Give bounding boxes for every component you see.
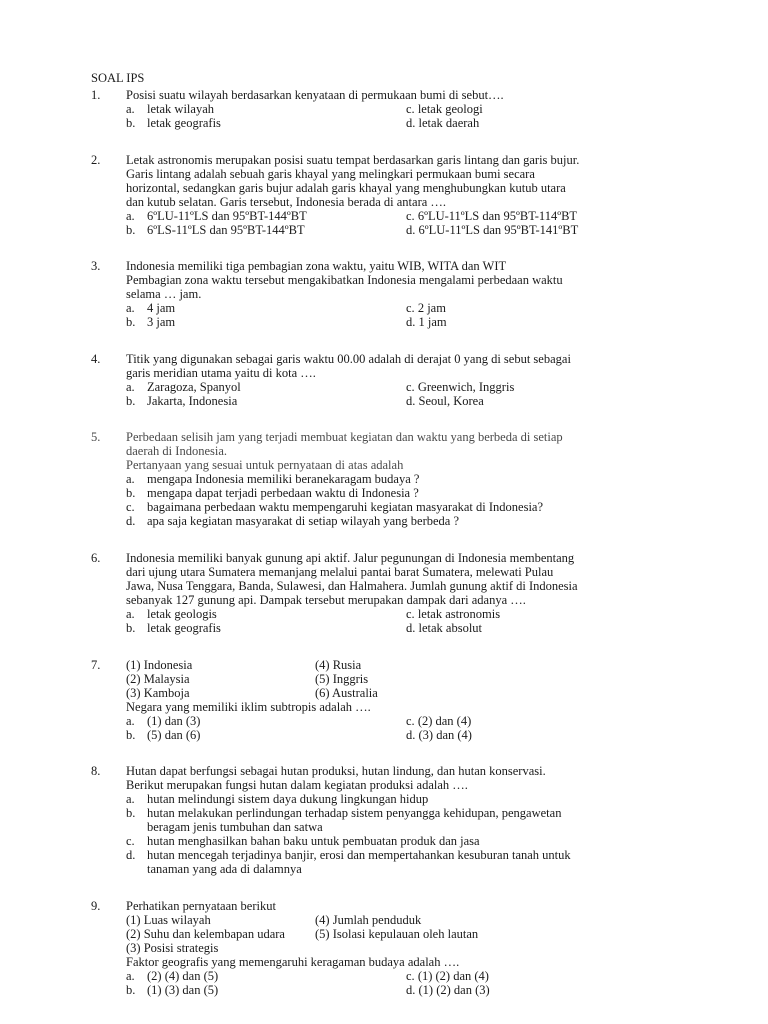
option-text: mengapa Indonesia memiliki beranekaragam budaya ? [147, 472, 420, 486]
option-letter: c. [406, 969, 415, 983]
exam-document [91, 71, 691, 997]
answer-option-b [126, 116, 221, 130]
answer-option [126, 792, 691, 806]
question-stem-line: Hutan dapat berfungsi sebagai hutan produksi, hutan lindung, dan hutan konservasi. [126, 764, 546, 778]
option-letter: d. [406, 116, 416, 130]
question-7 [91, 658, 691, 742]
answer-option-c [406, 102, 483, 116]
option-text: (1) dan (3) [147, 714, 201, 728]
answer-row [126, 315, 691, 329]
option-letter: d. [406, 621, 416, 635]
answer-option-a [126, 380, 241, 394]
answer-option-c [406, 607, 500, 621]
option-text: (1) (2) dan (3) [418, 983, 490, 997]
option-text: letak geografis [147, 621, 221, 635]
option-letter: a. [126, 209, 135, 223]
question-list [91, 88, 691, 997]
question-number: 3. [91, 259, 101, 273]
option-letter: a. [126, 792, 135, 806]
statement-row [126, 686, 691, 700]
option-letter: d. [406, 394, 416, 408]
option-text: apa saja kegiatan masyarakat di setiap wilayah yang berbeda ? [147, 514, 460, 528]
option-letter: b. [126, 394, 136, 408]
option-letter: b. [126, 223, 136, 237]
question-stem-line: Indonesia memiliki banyak gunung api aktif. Jalur pegunungan di Indonesia membentang [126, 551, 575, 565]
answer-option-a [126, 714, 200, 728]
statement-item: (3) Posisi strategis [126, 941, 219, 955]
question-body [126, 658, 691, 742]
statement-row [126, 927, 691, 941]
answer-option-c [406, 969, 489, 983]
option-letter: b. [126, 315, 136, 329]
option-text: 3 jam [147, 315, 176, 329]
option-letter: a. [126, 380, 135, 394]
option-letter: c. [406, 607, 415, 621]
question-number: 5. [91, 430, 101, 444]
option-letter: a. [126, 969, 135, 983]
option-letter: c. [406, 102, 415, 116]
question-stem-line: selama … jam. [126, 287, 202, 301]
question-body [126, 430, 691, 528]
question-number: 7. [91, 658, 101, 672]
question-1 [91, 88, 691, 130]
statement-row [126, 913, 691, 927]
question-number: 9. [91, 899, 101, 913]
question-6 [91, 551, 691, 635]
answer-row [126, 209, 691, 223]
answer-option-d [406, 223, 578, 237]
question-body [126, 899, 691, 997]
option-text-line: hutan menghasilkan bahan baku untuk pembuatan produk dan jasa [147, 834, 480, 848]
question-stem-line: horizontal, sedangkan garis bujur adalah garis khayal yang menghubungkan kutub utara [126, 181, 566, 195]
question-stem-line: Indonesia memiliki tiga pembagian zona waktu, yaitu WIB, WITA dan WIT [126, 259, 507, 273]
option-letter: b. [126, 806, 136, 820]
option-letter: b. [126, 983, 136, 997]
answer-option-c [406, 380, 514, 394]
answer-option [126, 514, 691, 528]
statement-item: (4) Jumlah penduduk [315, 913, 422, 927]
option-text-line: beragam jenis tumbuhan dan satwa [147, 820, 323, 834]
answer-row [126, 116, 691, 130]
question-stem-line: Perhatikan pernyataan berikut [126, 899, 276, 913]
option-letter: a. [126, 714, 135, 728]
question-stem-line: Pembagian zona waktu tersebut mengakibatkan Indonesia mengalami perbedaan waktu [126, 273, 563, 287]
option-letter: b. [126, 486, 136, 500]
answer-option-c [406, 209, 577, 223]
option-text: bagaimana perbedaan waktu mempengaruhi kegiatan masyarakat di Indonesia? [147, 500, 544, 514]
answer-row [126, 728, 691, 742]
question-stem-line: Titik yang digunakan sebagai garis waktu 00.00 adalah di derajat 0 yang di sebut sebagai [126, 352, 571, 366]
option-text-line: tanaman yang ada di dalamnya [147, 862, 302, 876]
option-letter: b. [126, 728, 136, 742]
statement-item: (1) Luas wilayah [126, 913, 211, 927]
answer-option [126, 472, 691, 486]
question-9 [91, 899, 691, 997]
option-text: (1) (2) dan (4) [417, 969, 489, 983]
question-2 [91, 153, 691, 237]
question-stem-line: Pertanyaan yang sesuai untuk pernyataan di atas adalah [126, 458, 404, 472]
option-text: letak geologis [147, 607, 217, 621]
answer-option-d [406, 983, 490, 997]
answer-option-d [406, 116, 479, 130]
option-letter: d. [406, 223, 416, 237]
option-text: 2 jam [417, 301, 446, 315]
answer-option-a [126, 607, 217, 621]
option-text: Zaragoza, Spanyol [147, 380, 241, 394]
option-text: (3) dan (4) [418, 728, 472, 742]
statement-item: (2) Suhu dan kelembapan udara [126, 927, 285, 941]
statement-item: (6) Australia [315, 686, 378, 700]
question-3 [91, 259, 691, 329]
option-text: 6ºLU-11ºLS dan 95ºBT-144ºBT [147, 209, 307, 223]
question-number: 2. [91, 153, 101, 167]
answer-option-b [126, 223, 305, 237]
option-letter: c. [406, 380, 415, 394]
option-text: Seoul, Korea [418, 394, 484, 408]
answer-option [126, 806, 691, 834]
statement-item: (5) Inggris [315, 672, 369, 686]
question-body [126, 551, 691, 635]
option-text: 6ºLS-11ºLS dan 95ºBT-144ºBT [147, 223, 305, 237]
question-stem-line: Letak astronomis merupakan posisi suatu tempat berdasarkan garis lintang dan garis bujur. [126, 153, 580, 167]
question-body [126, 88, 691, 130]
answer-row [126, 394, 691, 408]
question-stem-line: Jawa, Nusa Tenggara, Banda, Sulawesi, dan Halmahera. Jumlah gunung aktif di Indonesia [126, 579, 578, 593]
answer-option-a [126, 301, 175, 315]
option-letter: d. [126, 514, 136, 528]
option-letter: d. [406, 728, 416, 742]
option-text: 6ºLU-11ºLS dan 95ºBT-141ºBT [418, 223, 579, 237]
answer-row [126, 102, 691, 116]
option-text: letak geografis [147, 116, 221, 130]
statement-item: (5) Isolasi kepulauan oleh lautan [315, 927, 479, 941]
document-title: SOAL IPS [91, 71, 145, 85]
statement-row [126, 658, 691, 672]
option-letter: d. [406, 983, 416, 997]
question-body [126, 764, 691, 876]
option-letter: a. [126, 472, 135, 486]
question-8 [91, 764, 691, 876]
option-text: (2) (4) dan (5) [147, 969, 219, 983]
option-text: mengapa dapat terjadi perbedaan waktu di Indonesia ? [147, 486, 419, 500]
question-stem-line: dan kutub selatan. Garis tersebut, Indonesia berada di antara …. [126, 195, 447, 209]
option-letter: a. [126, 102, 135, 116]
question-stem-line: Posisi suatu wilayah berdasarkan kenyataan di permukaan bumi di sebut…. [126, 88, 504, 102]
answer-option [126, 834, 691, 848]
option-letter: c. [406, 301, 415, 315]
option-text-line: hutan mencegah terjadinya banjir, erosi dan mempertahankan kesuburan tanah untuk [147, 848, 571, 862]
answer-option-c [406, 714, 471, 728]
option-text: (2) dan (4) [417, 714, 472, 728]
question-4 [91, 352, 691, 408]
question-stem-line: Garis lintang adalah sebuah garis khayal yang melingkari permukaan bumi secara [126, 167, 535, 181]
statement-item: (4) Rusia [315, 658, 362, 672]
answer-row [126, 380, 691, 394]
question-number: 8. [91, 764, 101, 778]
question-stem-line: garis meridian utama yaitu di kota …. [126, 366, 316, 380]
option-text-line: hutan melakukan perlindungan terhadap sistem penyangga kehidupan, pengawetan [147, 806, 562, 820]
question-stem-line: dari ujung utara Sumatera memanjang melalui pantai barat Sumatera, melewati Pulau [126, 565, 554, 579]
option-letter: a. [126, 301, 135, 315]
option-text: letak absolut [418, 621, 483, 635]
question-stem-line: sebanyak 127 gunung api. Dampak tersebut merupakan dampak dari adanya …. [126, 593, 526, 607]
option-text: letak astronomis [417, 607, 501, 621]
answer-row [126, 714, 691, 728]
answer-row [126, 983, 691, 997]
question-stem-line: Perbedaan selisih jam yang terjadi membuat kegiatan dan waktu yang berbeda di setiap [126, 430, 563, 444]
answer-option-b [126, 728, 200, 742]
answer-option [126, 500, 691, 514]
answer-option-b [126, 394, 237, 408]
question-5 [91, 430, 691, 528]
option-letter: b. [126, 621, 136, 635]
question-number: 1. [91, 88, 101, 102]
option-letter: c. [406, 209, 415, 223]
statement-item: (2) Malaysia [126, 672, 190, 686]
option-text: 1 jam [418, 315, 447, 329]
answer-option-b [126, 315, 175, 329]
answer-option-c [406, 301, 446, 315]
option-text: Jakarta, Indonesia [147, 394, 238, 408]
statement-item: (3) Kamboja [126, 686, 190, 700]
option-letter: d. [406, 315, 416, 329]
answer-row [126, 969, 691, 983]
answer-option-a [126, 969, 218, 983]
question-number: 4. [91, 352, 101, 366]
option-text: Greenwich, Inggris [417, 380, 515, 394]
answer-option [126, 486, 691, 500]
question-body [126, 259, 691, 329]
answer-row [126, 621, 691, 635]
answer-row [126, 607, 691, 621]
question-number: 6. [91, 551, 101, 565]
option-letter: c. [126, 834, 135, 848]
option-letter: b. [126, 116, 136, 130]
answer-row [126, 223, 691, 237]
option-letter: d. [126, 848, 136, 862]
answer-option-d [406, 621, 482, 635]
answer-option-a [126, 209, 307, 223]
answer-option-a [126, 102, 214, 116]
option-text: letak geologi [417, 102, 483, 116]
answer-option-d [406, 728, 472, 742]
option-text: 6ºLU-11ºLS dan 95ºBT-114ºBT [417, 209, 578, 223]
question-stem-line: Berikut merupakan fungsi hutan dalam kegiatan produksi adalah …. [126, 778, 468, 792]
answer-option-d [406, 315, 447, 329]
answer-option [126, 848, 691, 876]
statement-row [126, 672, 691, 686]
option-letter: a. [126, 607, 135, 621]
question-body [126, 352, 691, 408]
question-stem-line: daerah di Indonesia. [126, 444, 228, 458]
answer-option-d [406, 394, 484, 408]
option-text: (1) (3) dan (5) [147, 983, 219, 997]
option-text: 4 jam [147, 301, 176, 315]
option-text: (5) dan (6) [147, 728, 201, 742]
option-letter: c. [126, 500, 135, 514]
statement-item: (1) Indonesia [126, 658, 193, 672]
question-prompt: Faktor geografis yang memengaruhi keragaman budaya adalah …. [126, 955, 460, 969]
answer-option-b [126, 621, 221, 635]
statement-row [126, 941, 691, 955]
question-prompt: Negara yang memiliki iklim subtropis adalah …. [126, 700, 371, 714]
answer-row [126, 301, 691, 315]
option-text: letak daerah [418, 116, 480, 130]
answer-option-b [126, 983, 218, 997]
option-text-line: hutan melindungi sistem daya dukung lingkungan hidup [147, 792, 429, 806]
question-body [126, 153, 691, 237]
option-letter: c. [406, 714, 415, 728]
option-text: letak wilayah [147, 102, 214, 116]
